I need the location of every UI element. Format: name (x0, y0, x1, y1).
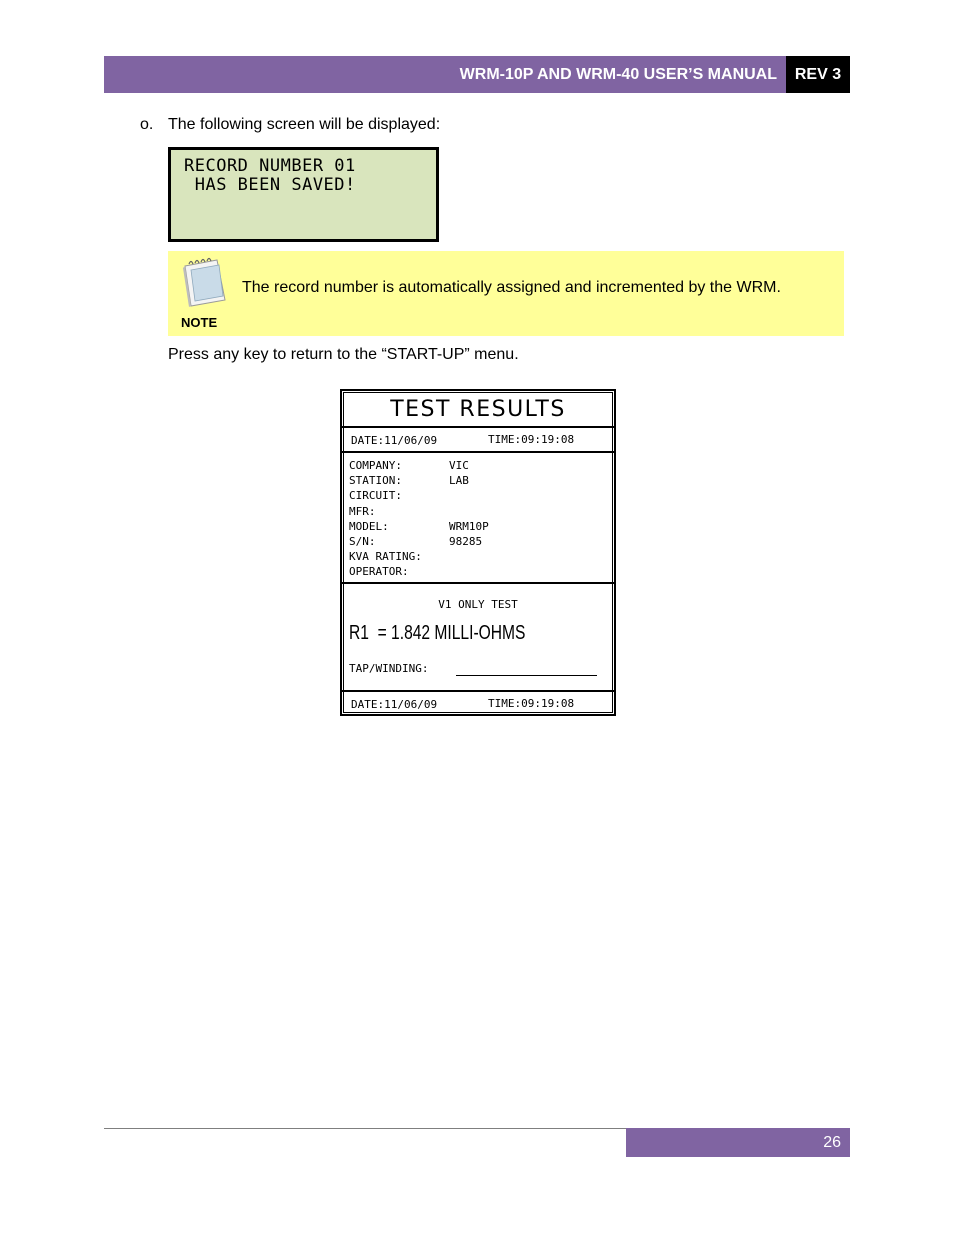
field-label: STATION: (349, 474, 402, 488)
printout-time-bottom: TIME:09:19:08 (488, 697, 575, 710)
resistance-result: R1 = 1.842 MILLI-OHMS (349, 622, 526, 644)
field-label: KVA RATING: (349, 550, 422, 564)
field-label: CIRCUIT: (349, 489, 402, 503)
divider (342, 582, 614, 584)
field-row (349, 504, 489, 519)
step-marker: o. (140, 116, 154, 133)
test-type-label: V1 ONLY TEST (438, 598, 518, 611)
step-item (140, 116, 440, 134)
divider (342, 451, 614, 453)
field-label: MFR: (349, 504, 376, 518)
field-value: 98285 (449, 534, 483, 548)
field-row (349, 564, 489, 579)
footer-rule (104, 1128, 626, 1129)
printout-fields (349, 458, 489, 580)
test-results-printout (340, 389, 616, 716)
revision-label: REV 3 (794, 65, 842, 83)
field-label: MODEL: (349, 519, 389, 533)
field-value: WRM10P (449, 519, 489, 533)
note-callout (168, 251, 844, 336)
field-row (349, 519, 489, 534)
header-title-bar (104, 56, 786, 93)
tap-winding-label: TAP/WINDING: (349, 662, 429, 675)
note-label: NOTE (181, 315, 218, 330)
divider (342, 690, 614, 692)
note-text: The record number is automatically assigned and incremented by the WRM. (242, 279, 781, 296)
field-row (349, 488, 489, 503)
field-label: S/N: (349, 534, 376, 548)
step-text: The following screen will be displayed: (168, 116, 441, 133)
revision-badge (786, 56, 850, 93)
field-value: VIC (449, 459, 469, 472)
printout-date-top: DATE:11/06/09 (351, 434, 438, 447)
field-row (349, 473, 489, 488)
instruction-paragraph: Press any key to return to the “START-UP” menu. (168, 346, 519, 363)
field-row (349, 549, 489, 564)
field-row (349, 534, 489, 549)
tap-winding-blank-line (456, 675, 597, 676)
page-number: 26 (823, 1133, 841, 1151)
divider (342, 426, 614, 428)
lcd-line-1: RECORD NUMBER 01 (184, 156, 356, 176)
field-label: OPERATOR: (349, 565, 409, 579)
footer-page-number-box (626, 1128, 850, 1157)
notepad-icon (177, 256, 229, 308)
field-row (349, 458, 489, 473)
field-value: LAB (449, 474, 469, 488)
printout-time-top: TIME:09:19:08 (488, 433, 575, 446)
field-label: COMPANY: (349, 459, 402, 472)
lcd-screen (168, 147, 439, 242)
printout-title: TEST RESULTS (390, 396, 566, 422)
manual-title: WRM-10P AND WRM-40 USER’S MANUAL (459, 65, 777, 83)
printout-date-bottom: DATE:11/06/09 (351, 698, 438, 711)
lcd-line-2: HAS BEEN SAVED! (184, 175, 356, 195)
